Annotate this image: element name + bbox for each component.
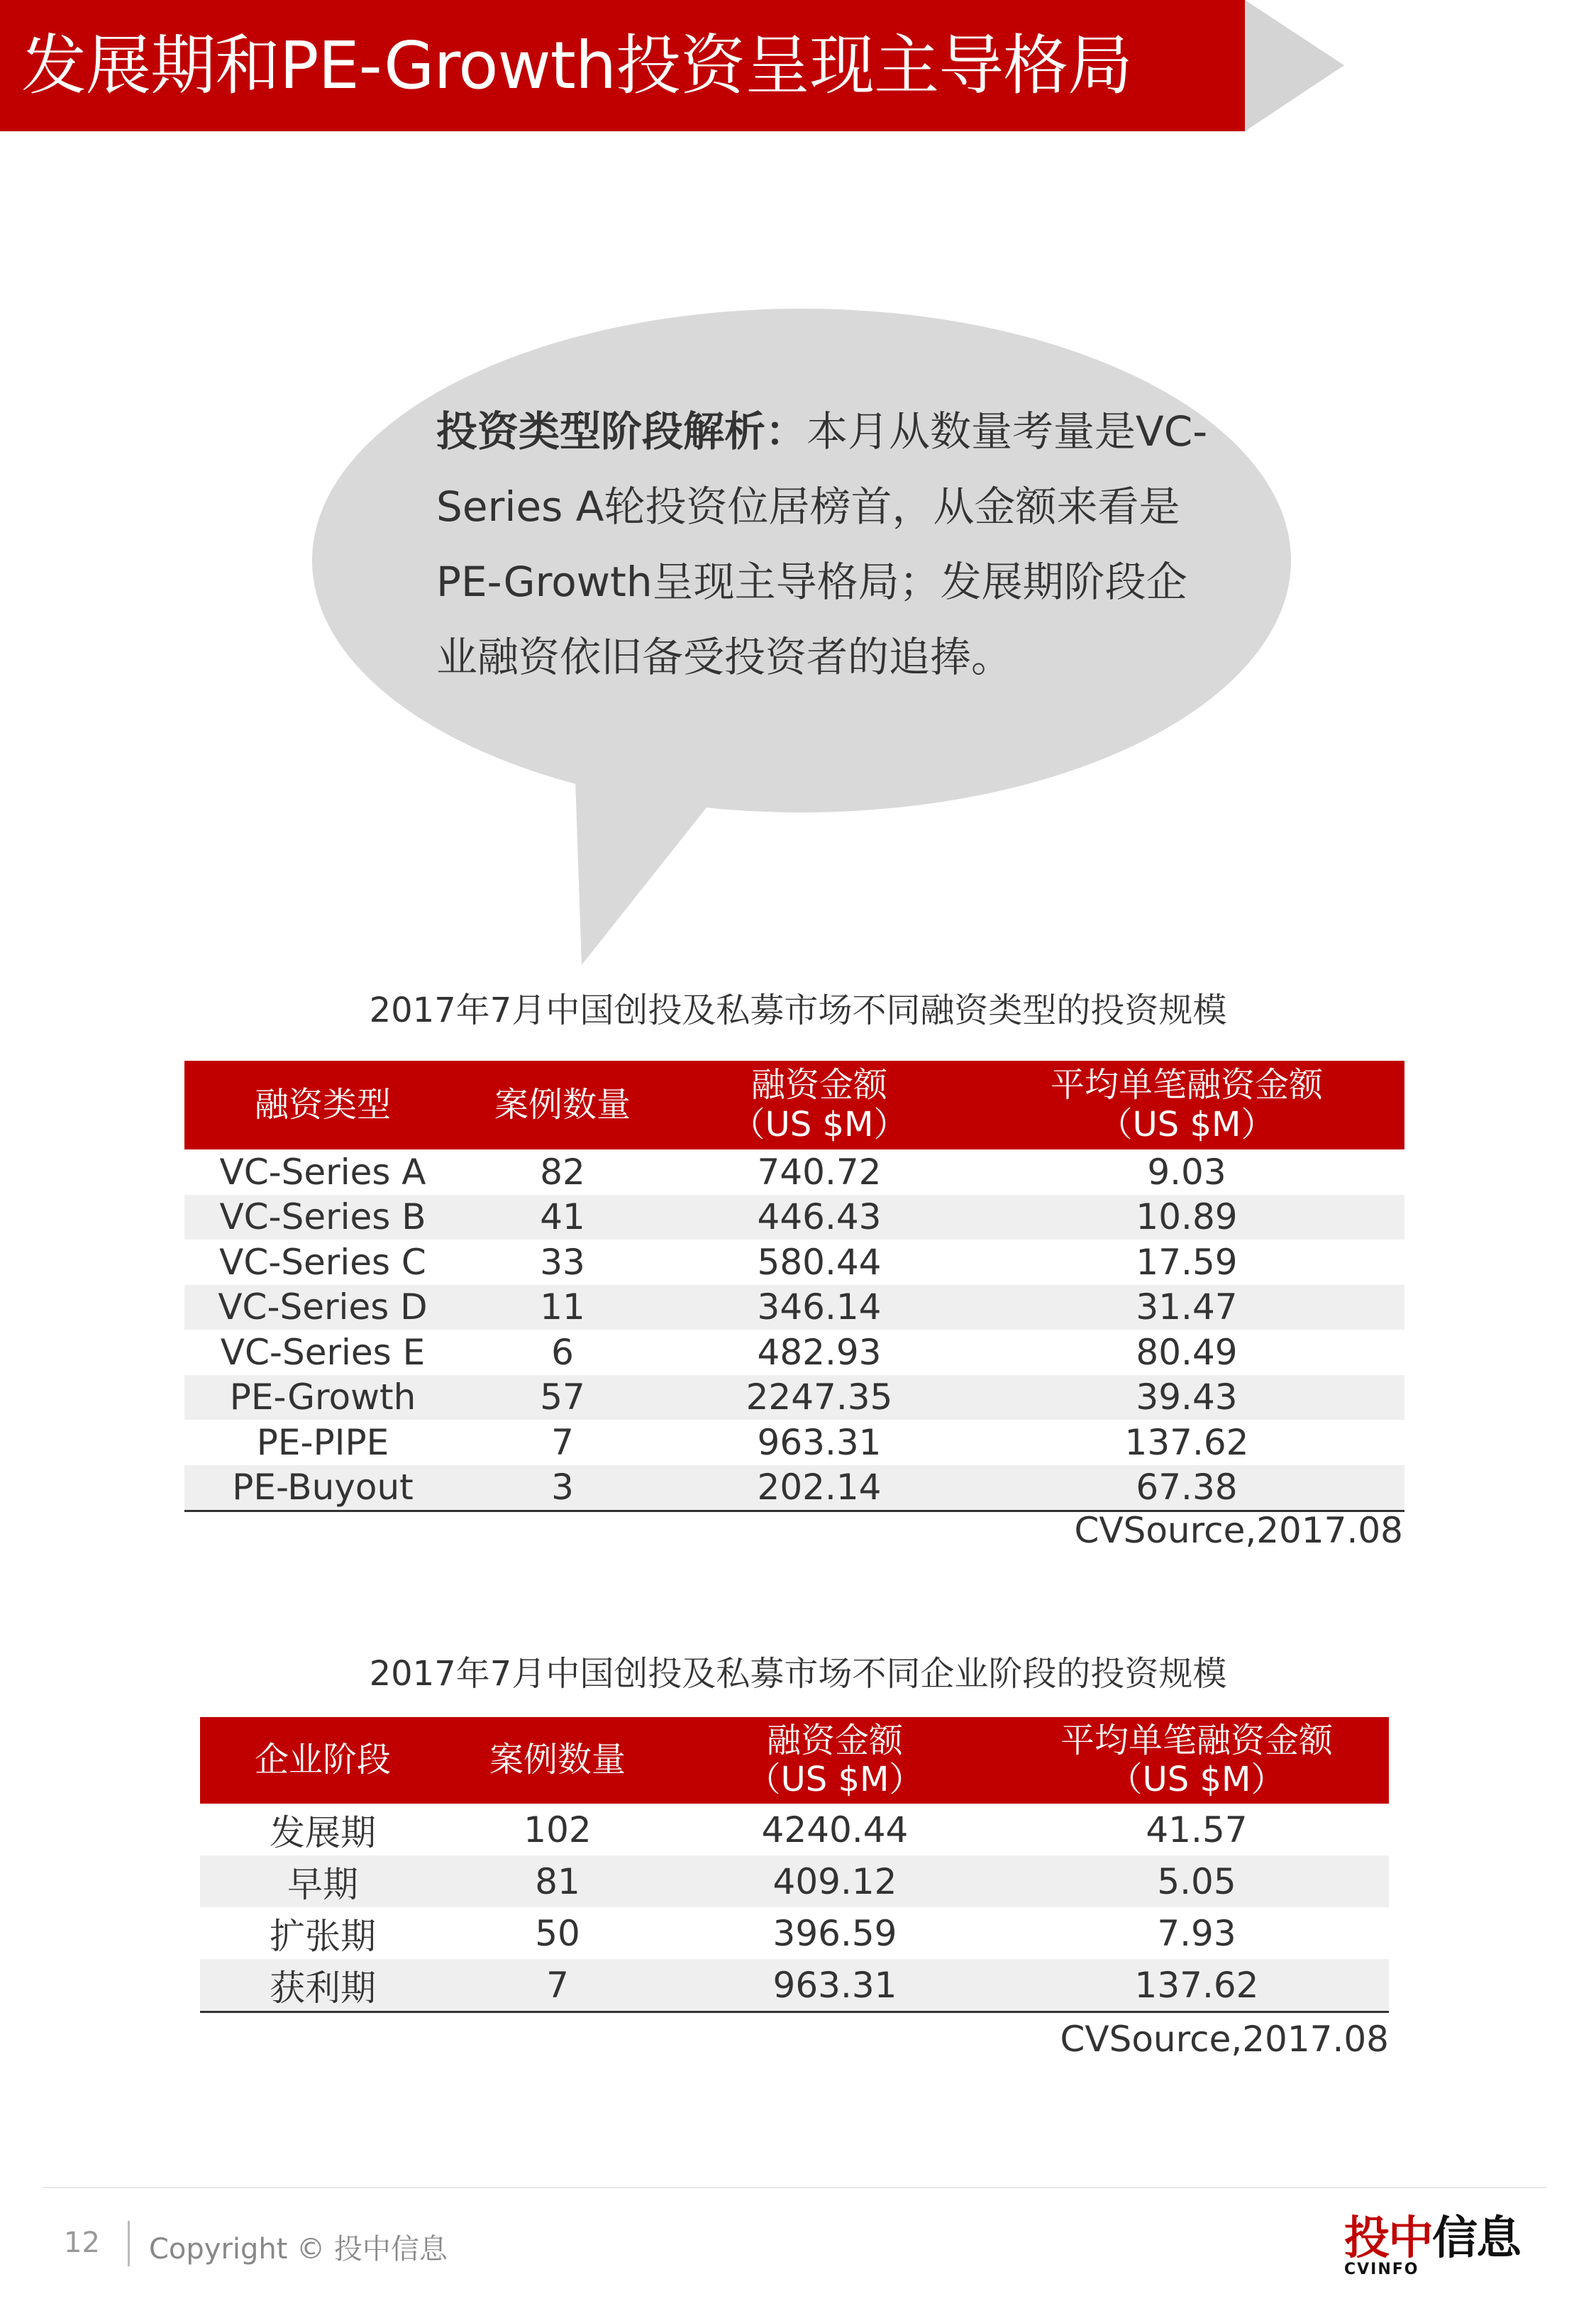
table-row [184, 1420, 1404, 1465]
table-cell: 11 [540, 1286, 585, 1328]
table-cell: 39.43 [1136, 1377, 1238, 1418]
page-title: 发展期和PE-Growth投资呈现主导格局 [21, 28, 1133, 104]
page-number: 12 [64, 2227, 100, 2259]
analysis-body: 本月从数量考量是VC-Series A轮投资位居榜首，从金额来看是PE-Growth呈现主导格局；发展期阶段企业融资依旧备受投资者的追捧。 [436, 407, 1208, 681]
table-cell: 5.05 [1157, 1860, 1236, 1902]
table-row [184, 1240, 1404, 1285]
table1-financing-type [184, 1061, 1404, 1511]
table-cell: 7 [546, 1964, 569, 2006]
table-row [184, 1195, 1404, 1240]
table1-header-cell [449, 1061, 676, 1149]
table1-header-cell [974, 1061, 1400, 1149]
cvinfo-logo [1344, 2214, 1529, 2282]
table1-source: CVSource,2017.08 [1074, 1510, 1403, 1551]
table-cell: 446.43 [757, 1196, 882, 1238]
table-cell: 137.62 [1134, 1964, 1259, 2006]
logo-cn-red: 投中 [1344, 2212, 1432, 2265]
table-row [184, 1375, 1404, 1420]
table1-header-cell [195, 1061, 450, 1149]
table-cell: VC-Series E [220, 1331, 426, 1373]
table-cell: 7.93 [1157, 1912, 1236, 1954]
table2-header-unit: （US $M） [746, 1760, 924, 1799]
table-cell: 963.31 [772, 1964, 897, 2006]
table1-header-label: 融资类型 [254, 1084, 391, 1125]
table-cell: 10.89 [1136, 1196, 1238, 1238]
table2-caption: 2017年7月中国创投及私募市场不同企业阶段的投资规模 [369, 1654, 1227, 1694]
table2-header-cell [444, 1717, 671, 1804]
table-cell: 102 [523, 1809, 592, 1850]
table-cell: VC-Series C [219, 1241, 426, 1283]
table-cell: 82 [540, 1151, 585, 1193]
table1-caption: 2017年7月中国创投及私募市场不同融资类型的投资规模 [369, 991, 1227, 1030]
table-row [184, 1285, 1404, 1330]
analysis-text [436, 394, 1217, 695]
table-cell: 409.12 [772, 1860, 897, 1902]
table-row [184, 1465, 1404, 1511]
table-cell: 发展期 [270, 1811, 376, 1853]
table-cell: 2247.35 [746, 1377, 893, 1418]
table-cell: 80.49 [1136, 1331, 1238, 1373]
table-cell: 963.31 [757, 1421, 882, 1463]
table1-header-label: 融资金额 [750, 1065, 887, 1105]
table1-header-unit: （US $M） [1098, 1104, 1275, 1144]
table-row [200, 1804, 1389, 1855]
table2-header-row [200, 1717, 1389, 1804]
table-cell: 81 [535, 1860, 580, 1902]
table-cell: 7 [551, 1421, 574, 1463]
table2-header-label: 平均单笔融资金额 [1060, 1720, 1333, 1760]
logo-en: CVINFO [1344, 2261, 1419, 2278]
table1-header-row [184, 1061, 1404, 1149]
table2-header-label: 案例数量 [489, 1740, 626, 1780]
table-cell: 137.62 [1124, 1421, 1249, 1463]
table-row [184, 1330, 1404, 1375]
footer-divider-line [43, 2187, 1546, 2188]
table-row [184, 1149, 1404, 1195]
table-cell: VC-Series B [219, 1196, 426, 1238]
table1-header-unit: （US $M） [731, 1104, 908, 1144]
table-cell: 482.93 [757, 1331, 882, 1373]
analysis-lead: 投资类型阶段解析： [436, 407, 807, 456]
table-cell: 31.47 [1136, 1286, 1238, 1328]
table-cell: PE-PIPE [256, 1421, 389, 1463]
table-cell: 早期 [287, 1863, 358, 1905]
table1-header-label: 平均单笔融资金额 [1050, 1065, 1323, 1105]
table-cell: 346.14 [757, 1286, 882, 1328]
logo-cn-black: 信息 [1432, 2212, 1520, 2265]
header-arrow-icon [1245, 0, 1344, 131]
table-cell: PE-Buyout [232, 1467, 414, 1508]
table-row [200, 1907, 1389, 1959]
table-cell: 扩张期 [270, 1915, 376, 1957]
table-cell: 41.57 [1146, 1809, 1248, 1850]
table2-header-label: 企业阶段 [254, 1740, 391, 1780]
table-cell: 202.14 [757, 1467, 882, 1508]
table-cell: 740.72 [757, 1151, 882, 1193]
copyright-text: Copyright © 投中信息 [149, 2233, 448, 2266]
table-cell: PE-Growth [229, 1377, 416, 1418]
table2-header-cell [984, 1717, 1409, 1804]
table-cell: 获利期 [270, 1967, 376, 2009]
table-cell: 57 [540, 1377, 585, 1418]
table2-header-cell [202, 1717, 443, 1804]
footer-separator [128, 2221, 130, 2266]
table2-bottom-rule [200, 2011, 1389, 2013]
table-cell: 50 [535, 1912, 580, 1954]
table2-header-label: 融资金额 [766, 1720, 903, 1760]
table2-header-cell [686, 1717, 984, 1804]
table-row [200, 1855, 1389, 1907]
table-cell: 4240.44 [761, 1809, 909, 1850]
table-cell: 33 [540, 1241, 585, 1283]
table2-source: CVSource,2017.08 [1060, 2019, 1389, 2060]
table-cell: VC-Series D [218, 1286, 428, 1328]
table-cell: 67.38 [1136, 1467, 1238, 1508]
table-row [200, 1959, 1389, 2011]
table-cell: 41 [540, 1196, 585, 1238]
table-cell: 396.59 [772, 1912, 897, 1954]
table1-header-label: 案例数量 [494, 1084, 631, 1125]
table-cell: 9.03 [1147, 1151, 1226, 1193]
table2-company-stage [200, 1717, 1389, 2015]
table-cell: 6 [551, 1331, 574, 1373]
table-cell: 17.59 [1136, 1241, 1238, 1283]
table2-header-unit: （US $M） [1108, 1760, 1285, 1799]
table-cell: 580.44 [757, 1241, 882, 1283]
table-cell: VC-Series A [219, 1151, 426, 1193]
table-cell: 3 [551, 1467, 574, 1508]
table1-header-cell [670, 1061, 968, 1149]
